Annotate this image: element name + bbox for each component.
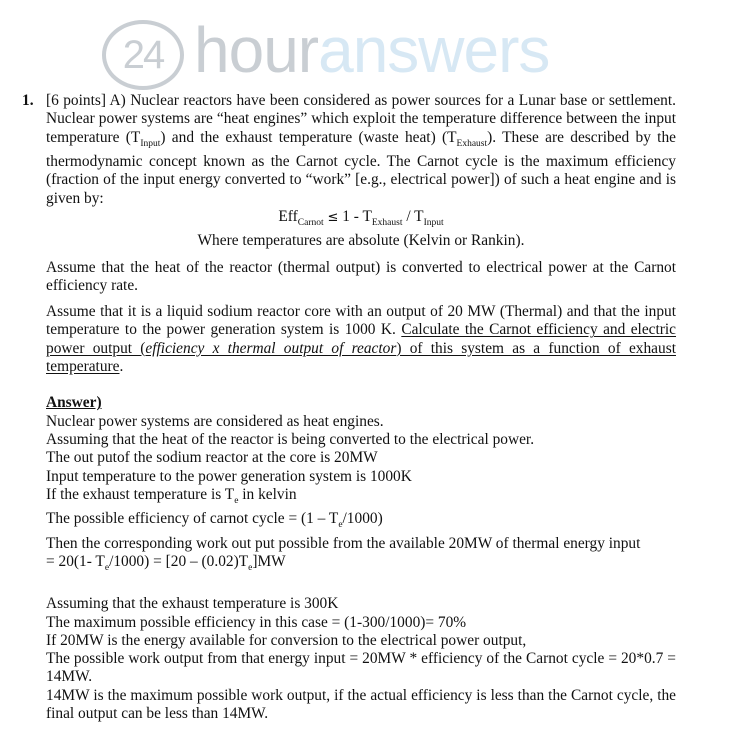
formula-div: / T xyxy=(402,207,424,225)
document-body xyxy=(16,92,676,723)
answer-line: The out putof the sodium reactor at the core is 20MW xyxy=(46,449,378,467)
question-number: 1. xyxy=(22,92,34,109)
logo-wordmark xyxy=(194,12,549,88)
intro-text-1: [6 points] A) Nuclear reactors have been considered as power sources for a Lunar base or settlement. Nuclear power systems are “heat engines” which exploit the temperature difference between the input temperature (T xyxy=(46,92,676,146)
answer-line: Input temperature to the power generation system is 1000K xyxy=(46,467,412,485)
answer-line-efficiency xyxy=(46,510,676,534)
work2-sub2: e xyxy=(248,562,253,573)
sub-exhaust: Exhaust xyxy=(456,138,488,149)
para3-plain: Assume that it is a liquid sodium reactor core with an output of 20 MW (Thermal) and that the input temperature to the power generation system is 1000 K. xyxy=(46,303,676,339)
exhaust-a: If the exhaust temperature is T xyxy=(46,485,235,503)
formula-eff: Eff xyxy=(278,207,298,225)
question-block xyxy=(46,92,676,723)
answer-line: Nuclear power systems are considered as heat engines. xyxy=(46,412,384,430)
logo-word-part2: answers xyxy=(318,14,550,86)
answer-heading: Answer) xyxy=(46,394,102,412)
answer-line-exhaust xyxy=(46,486,676,510)
work2-sub1: e xyxy=(104,562,110,573)
logo-badge: 24 xyxy=(102,20,184,90)
work2-a: = 20(1- T xyxy=(46,552,105,570)
formula-leq: ≤ xyxy=(327,209,339,225)
logo-word-part1: hour xyxy=(194,14,319,86)
intro-text-3: ). These are described by the thermodynamic concept known as the Carnot cycle. The Carnot cycle is the maximum efficiency (fraction of the input energy converted to “work” [e.g., electrical power]) of such a heat engine and is given by: xyxy=(46,128,676,207)
work2-b: /1000) = [20 – (0.02)T xyxy=(109,552,249,570)
exhaust-b: in kelvin xyxy=(238,485,297,503)
question-para-2: Assume that the heat of the reactor (thermal output) is converted to electrical power at the Carnot efficiency rate. xyxy=(46,258,676,294)
answer-line: Assuming that the heat of the reactor is being converted to the electrical power. xyxy=(46,430,535,448)
intro-text-2: ) and the exhaust temperature (waste heat) (T xyxy=(160,128,457,146)
formula-sub-exhaust: Exhaust xyxy=(371,217,403,228)
case-line: The maximum possible efficiency in this case = (1-300/1000)= 70% xyxy=(46,613,467,631)
formula-sub-carnot: Carnot xyxy=(297,217,324,228)
para3-end: . xyxy=(119,358,124,376)
eff-b: /1000) xyxy=(342,510,383,528)
work2-c: ]MW xyxy=(252,552,286,570)
para3-u2: ) of this system as a function of exhaust temperature xyxy=(46,339,676,376)
answer-line-work: Then the corresponding work out put possible from the available 20MW of thermal energy input xyxy=(46,534,641,552)
sub-input: Input xyxy=(140,138,161,149)
para3-italic: efficiency x thermal output of reactor xyxy=(145,339,397,357)
site-logo xyxy=(102,14,582,84)
eff-sub: e xyxy=(338,520,343,531)
formula-sub-input: Input xyxy=(423,217,444,228)
case-line: The possible work output from that energy input = 20MW * efficiency of the Carnot cycle = 20*0.7 = 14MW. xyxy=(46,650,676,686)
formula-mid: 1 - T xyxy=(338,207,372,225)
para3-u1: Calculate the Carnot efficiency and electric power output ( xyxy=(46,321,677,357)
eff-a: The possible efficiency of carnot cycle = (1 – T xyxy=(46,510,339,528)
question-intro xyxy=(46,92,676,208)
case-line: 14MW is the maximum possible work output, if the actual efficiency is less than the Carnot cycle, the final output can be less than 14MW. xyxy=(46,686,676,722)
exhaust-sub: e xyxy=(234,495,239,506)
case-line: If 20MW is the energy available for conversion to the electrical power output, xyxy=(46,631,527,649)
carnot-formula xyxy=(46,208,676,232)
answer-line-work-formula xyxy=(46,553,676,577)
question-para-3 xyxy=(46,303,676,376)
case-line: Assuming that the exhaust temperature is 300K xyxy=(46,595,339,613)
formula-note: Where temperatures are absolute (Kelvin or Rankin). xyxy=(197,232,525,250)
